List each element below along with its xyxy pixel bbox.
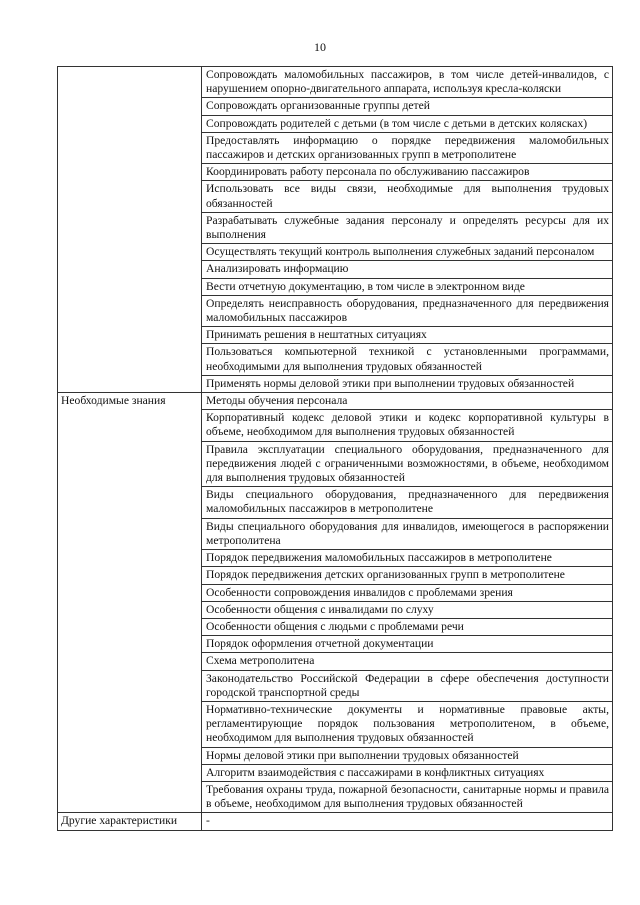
section-label: Необходимые знания (58, 393, 202, 813)
requirement-item: Алгоритм взаимодействия с пассажирами в конфликтных ситуациях (202, 764, 613, 781)
requirement-item: Вести отчетную документацию, в том числе в электронном виде (202, 278, 613, 295)
section-label: Другие характеристики (58, 813, 202, 830)
requirement-item: Определять неисправность оборудования, предназначенного для передвижения маломобильных пассажиров (202, 295, 613, 326)
requirement-item: Использовать все виды связи, необходимые для выполнения трудовых обязанностей (202, 181, 613, 212)
requirement-item: Сопровождать родителей с детьми (в том числе с детьми в детских колясках) (202, 115, 613, 132)
requirement-item: Осуществлять текущий контроль выполнения служебных заданий персоналом (202, 244, 613, 261)
requirements-table (57, 66, 613, 831)
requirement-item: Сопровождать организованные группы детей (202, 98, 613, 115)
requirement-item: Принимать решения в нештатных ситуациях (202, 327, 613, 344)
requirements-table-body (58, 67, 613, 831)
requirement-item: Виды специального оборудования для инвалидов, имеющегося в распоряжении метрополитена (202, 518, 613, 549)
requirement-item: Анализировать информацию (202, 261, 613, 278)
requirement-item: Схема метрополитена (202, 653, 613, 670)
requirement-item: Законодательство Российской Федерации в сфере обеспечения доступности городской транспортной среды (202, 670, 613, 701)
requirement-item: Сопровождать маломобильных пассажиров, в том числе детей-инвалидов, с нарушением опорно-двигательного аппарата, используя кресла-коляски (202, 67, 613, 98)
requirement-item: Нормативно-технические документы и нормативные правовые акты, регламентирующие порядок пользования метрополитеном, в объеме, необходимом для выполнения трудовых обязанностей (202, 701, 613, 747)
requirement-item: Пользоваться компьютерной техникой с установленными программами, необходимыми для выполнения трудовых обязанностей (202, 344, 613, 375)
table-row (58, 813, 613, 830)
section-label (58, 67, 202, 393)
table-row (58, 393, 613, 410)
requirement-item: Применять нормы деловой этики при выполнении трудовых обязанностей (202, 375, 613, 392)
requirement-item: - (202, 813, 613, 830)
requirement-item: Виды специального оборудования, предназначенного для передвижения маломобильных пассажиров в метрополитене (202, 487, 613, 518)
table-row (58, 67, 613, 98)
requirement-item: Предоставлять информацию о порядке передвижения маломобильных пассажиров и детских организованных групп в метрополитене (202, 132, 613, 163)
requirement-item: Порядок передвижения маломобильных пассажиров в метрополитене (202, 550, 613, 567)
requirement-item: Методы обучения персонала (202, 393, 613, 410)
requirement-item: Разрабатывать служебные задания персоналу и определять ресурсы для их выполнения (202, 212, 613, 243)
requirement-item: Порядок передвижения детских организованных групп в метрополитене (202, 567, 613, 584)
requirement-item: Корпоративный кодекс деловой этики и кодекс корпоративной культуры в объеме, необходимом для выполнения трудовых обязанностей (202, 410, 613, 441)
requirement-item: Особенности сопровождения инвалидов с проблемами зрения (202, 584, 613, 601)
requirement-item: Требования охраны труда, пожарной безопасности, санитарные нормы и правила в объеме, необходимом для выполнения трудовых обязанностей (202, 781, 613, 812)
requirement-item: Особенности общения с инвалидами по слуху (202, 601, 613, 618)
page-number: 10 (314, 40, 326, 54)
requirement-item: Нормы деловой этики при выполнении трудовых обязанностей (202, 747, 613, 764)
requirement-item: Правила эксплуатации специального оборудования, предназначенного для передвижения людей с ограниченными возможностями, в объеме, необходимом для выполнения трудовых обязанностей (202, 441, 613, 487)
requirement-item: Координировать работу персонала по обслуживанию пассажиров (202, 164, 613, 181)
requirement-item: Порядок оформления отчетной документации (202, 636, 613, 653)
requirement-item: Особенности общения с людьми с проблемами речи (202, 618, 613, 635)
